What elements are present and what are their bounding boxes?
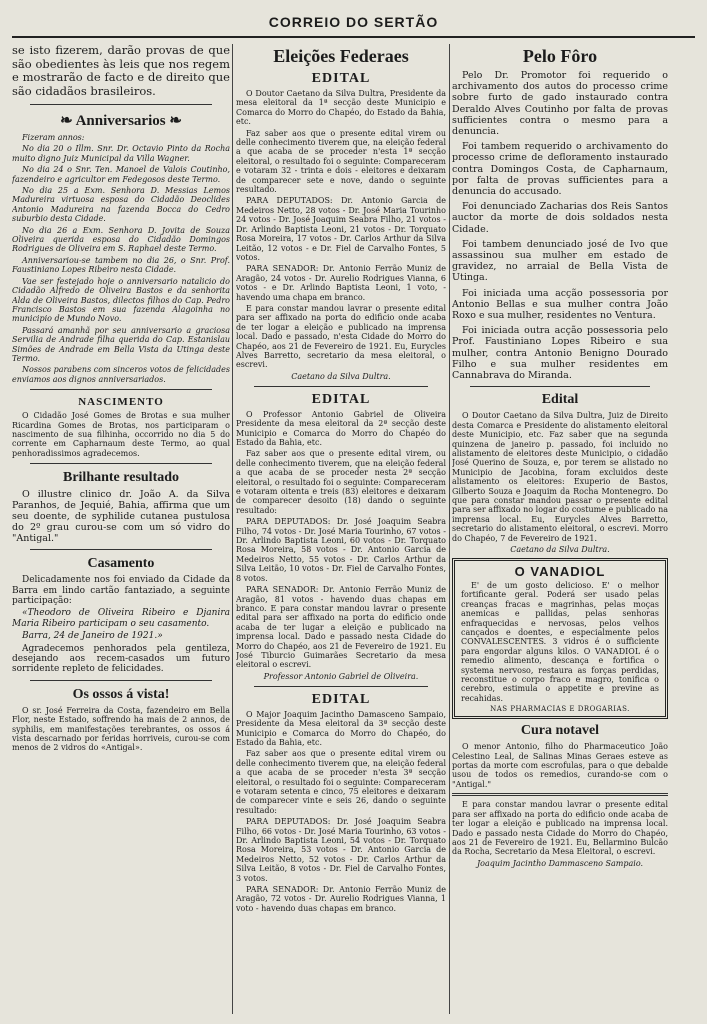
result-text: O illustre clinico dr. João A. da Silva Paranhos, de Jequié, Bahia, affirma que um seu doente, de syphilide cutanea pustulosa do 2º grau curou-se com um só vidro do "Antigal."	[12, 489, 230, 545]
intro-block	[12, 44, 230, 98]
edital-heading: EDITAL	[311, 691, 371, 707]
column-1	[12, 44, 230, 1018]
anniversary-para: No dia 25 a Exm. Senhora D. Messias Lemos Madureira virtuosa esposa do Cidadão Deoclides Antonio Madureira na fazenda Bocca do Cedro suburbio desta Cidade.	[12, 186, 230, 224]
wedding-para: «Theodoro de Oliveira Ribeiro e Djanira Maria Ribeiro participam o seu casamento.	[12, 608, 230, 629]
edital-para: O Major Joaquim Jacintho Damasceno Sampaio, Presidente da Mesa eleitoral da 3ª secção deste Municipio e Comarca do Morro do Chapéo, do Estado da Bahia, etc.	[236, 709, 446, 747]
edital-para: PARA SENADOR: Dr. Antonio Ferrão Muniz de Aragão, 81 votos - havendo duas chapas em branco. E para constar mandou lavrar o presente edital para ser affixado na porta do edificio onde acaba de ter lugar a eleição e publicado na imprensa local. Dado e passado nesta Cidade do Morro do Chapéo, aos 21 de Fevereiro de 1921. Eu José Tiburcio Guimarães Secretario da mesa eleitoral o escrevi.	[236, 585, 446, 670]
anniversary-para: Nossos parabens com sinceros votos de felicidades enviamos aos dignos anniversariados.	[12, 365, 230, 384]
edital-signature: Professor Antonio Gabriel de Oliveira.	[263, 671, 419, 681]
column-3	[452, 44, 668, 1018]
edital-para: PARA DEPUTADOS: Dr. Antonio Garcia de Medeiros Netto, 28 votos - Dr. José Maria Tourinho 24 votos - Dr. José Joaquim Seabra Filho, 21 votos - Dr. Arlindo Baptista Leoni, 21 votos - Dr. Torquato Rosa Moreira, 17 votos - Dr. Carlos Arthur da Silva Leitão, 12 votos - e Dr. Fiel de Carvalho Fontes, 5 votos.	[236, 196, 446, 262]
edital-signature: Caetano da Silva Dultra.	[291, 371, 391, 381]
edital-2	[236, 392, 446, 681]
birth-section	[12, 396, 230, 458]
wedding-section	[12, 556, 230, 675]
edital-para: PARA DEPUTADOS: Dr. José Joaquim Seabra Filho, 74 votos - Dr. José Maria Tourinho, 67 votos - Dr. Arlindo Baptista Leoni, 60 votos - Dr. Torquato Rosa Moreira, 58 votos - Dr. Antonio Garcia de Medeiros Netto, 55 votos - Dr. Carlos Arthur da Silva Leitão, 10 votos - Dr. Fiel de Carvalho Fontes, 8 votos.	[236, 517, 446, 583]
edital-court-text: O Doutor Caetano da Silva Dultra, Juiz de Direito desta Comarca e Presidente do alistamento eleitoral deste Municipio, etc. Faz saber que na segunda quinzena de janeiro p. passado, foi incluido no alistamento de eleitores deste Municipio, o cidadão José Querino de Souza, e, por terem se alistado no Municipio de Jacobina, foram excluidos deste alistamento os eleitores: Exuperio de Bastos, Gilberto Souza e Joaquim da Rocha Montenegro. Do que para constar mandou passar o presente edital para ser affixado no logar do costume e publicado na imprensa local. Eu, Eurycles Alves Barretto, secretario do alistamento eleitoral, o escrevi. Morro do Chapéo, 7 de Fevereiro de 1921.	[452, 411, 668, 543]
vanadiol-ad	[452, 558, 668, 719]
court-heading: Pelo Fôro	[522, 46, 598, 66]
anniversary-para: No dia 20 o Illm. Snr. Dr. Octavio Pinto da Rocha muito digno Juiz Municipal da Villa Wagner.	[12, 144, 230, 163]
anniversary-para: Passará amanhã por seu anniversario a graciosa Servilia de Andrade filha querida do Cap. Estanislau Simões de Andrade em Bella Vista da Utinga deste Termo.	[12, 325, 230, 363]
anniversary-para: No dia 26 a Exm. Senhora D. Jovita de Souza Oliveira querida esposa do Cidadão Domingos Rodrigues de Oliveira em S. Raphael deste Termo.	[12, 225, 230, 254]
court-para: Foi iniciada outra acção possessoria pelo Prof. Faustiniano Lopes Ribeiro e sua mulher, contra Antonio Benigno Dourado Filho e sua mulher residentes em Cannabrava do Miranda.	[452, 325, 668, 382]
double-divider	[452, 793, 668, 796]
vanadiol-heading: O VANADIOL	[514, 563, 606, 579]
bones-heading: Os ossos á vista!	[72, 686, 170, 702]
court-para: Foi tambem requerido o archivamento do processo crime de defloramento instaurado contra Domingos Costa, de Capharnaum, por falta de provas sufficientes para a denuncia do accusado.	[452, 141, 668, 198]
wedding-para: Agradecemos penhorados pela gentileza, desejando aos recem-casados um futuro sorridente repleto de felicidades.	[12, 643, 230, 675]
edital-court-signature: Caetano da Silva Dultra.	[510, 544, 610, 554]
bones-section	[12, 687, 230, 753]
edital-para: PARA DEPUTADOS: Dr. José Joaquim Seabra Filho, 66 votos - Dr. José Maria Tourinho, 63 votos - Dr. Arlindo Baptista Leoni, 54 votos - Dr. Torquato Rosa Moreira, 53 votos - Dr. Antonio Garcia de Medeiros Netto, 52 votos - Dr. Carlos Arthur da Silva Leitão, 8 votos - Dr. Fiel de Carvalho Fontes, 3 votos.	[236, 817, 446, 883]
anniversary-para: No dia 24 o Snr. Ten. Manoel de Valois Coutinho, fazendeiro e agricultor em Fedegosos deste Termo.	[12, 165, 230, 184]
divider	[30, 680, 212, 681]
edital-para: Faz saber aos que o presente edital virem ou delle conhecimento tiverem que, na eleição federal a que acaba de se proceder n'esta 3ª secção eleitoral, o resultado foi o seguinte: Compareceram e votaram setenta e cinco, 75 eleitores e deixaram de comparecer vinte e seis 26, dando o seguinte resultado:	[236, 749, 446, 815]
cure-section	[452, 723, 668, 789]
edital-court-heading: Edital	[541, 392, 579, 408]
wedding-para: Delicadamente nos foi enviado da Cidade da Barra em lindo cartão fantaziado, a seguinte participação:	[12, 575, 230, 606]
edital-1	[236, 71, 446, 381]
result-heading: Brilhante resultado	[62, 470, 180, 486]
birth-text: O Cidadão José Gomes de Brotas e sua mulher Ricardina Gomes de Brotas, nos participaram o nascimento de sua filhinha, occorrido no dia 5 do corrente em Capharnaum deste Termo, ao qual penhoradissimos agradecemos.	[12, 411, 230, 458]
divider	[30, 389, 212, 390]
edital-heading: EDITAL	[311, 391, 371, 407]
elections-heading: Eleições Federaes	[273, 46, 409, 66]
closing-section	[452, 800, 668, 867]
edital-para: PARA SENADOR: Dr. Antonio Ferrão Muniz de Aragão, 24 votos - Dr. Aurelio Rodrigues Vianna, 6 votos - e Dr. Arlindo Baptista Leoni, 1 voto, - havendo uma chapa em branco.	[236, 264, 446, 302]
court-para: Foi iniciada uma acção possessoria por Antonio Bellas e sua mulher contra João Roxo e sua mulher, residentes no Ventura.	[452, 287, 668, 322]
closing-text: E para constar mandou lavrar o presente edital para ser affixado na porta do edificio onde acaba de ter logar a eleição e publicado na imprensa local. Dado e passado nesta Cidade do Morro do Chapéo, aos 21 de Fevereiro de 1921. Eu, Bellarmino Bulcão da Rocha, Secretario da Mesa Eleitoral, o escrevi.	[452, 800, 668, 857]
anniversaries-section	[12, 111, 230, 384]
edital-para: E para constar mandou lavrar o presente edital para ser affixado na porta do edificio onde acaba de ter logar a eleição e publicado na imprensa local. Dado e passado, n'esta Cidade do Morro do Chapéo, aos 21 de Fevereiro de 1921. Eu, Eurycles Alves Barretto, secretario da mesa eleitoral, o escrevi.	[236, 303, 446, 370]
divider	[254, 386, 428, 387]
birth-heading: NASCIMENTO	[78, 396, 164, 409]
result-section	[12, 470, 230, 544]
cure-heading: Cura notavel	[520, 723, 600, 739]
vanadiol-text: E' de um gosto delicioso. E' o melhor fortificante geral. Poderá ser usado pelas creanças fracas e magrinhas, pelas moças anemicas e pallidas, pelas senhoras enfraquecidas e nervosas, pelos velhos cançados e doentes, e especialmente pelos CONVALESCENTES. 3 vidros é o sufficiente para engordar alguns kilos. O VANADIOL é o remedio alimento, descança e fortifica o systema nervoso, restaura as forças perdidas, reconstitue o corpo fraco e magro, tonifica o cerebro, estimula o appetite e previne as recahidas.	[461, 580, 659, 703]
court-para: Foi denunciado Zacharias dos Reis Santos auctor da morte de dois soldados nesta Cidade.	[452, 201, 668, 235]
closing-signature: Joaquim Jacintho Dammasceno Sampaio.	[476, 858, 644, 868]
edital-para: Faz saber aos que o presente edital virem, ou delle conhecimento tiverem, que na eleição federal a que acaba de se proceder nesta 2ª secção eleitoral, o resultado foi o seguinte: Compareceram e votaram oitenta e treis (83) eleitores e deixaram de comparecer desoito (18) dando o seguinte resultado:	[236, 449, 446, 515]
divider	[470, 386, 650, 387]
divider	[254, 686, 428, 687]
vanadiol-footer: NAS PHARMACIAS E DROGARIAS.	[490, 705, 630, 714]
wedding-heading: Casamento	[87, 556, 155, 572]
newspaper-title: CORREIO DO SERTÃO	[268, 14, 439, 30]
court-para: Pelo Dr. Promotor foi requerido o archivamento dos autos do processo crime sobre furto de gado instaurado contra Deraldo Alves Coutinho por falta de provas sufficientes contra o mesmo para a denuncia.	[452, 70, 668, 138]
intro-text: se isto fizerem, darão provas de que são obedientes às leis que nos regem e mostrarão de facto e de direito que são cidadãos brasileiros.	[12, 44, 230, 98]
anniversaries-heading: ❧ Anniversarios ❧	[60, 113, 182, 129]
masthead	[0, 0, 707, 40]
masthead-rule	[12, 36, 695, 38]
column-divider-2	[449, 44, 450, 1014]
court-section	[452, 70, 668, 381]
edital-para: O Professor Antonio Gabriel de Oliveira Presidente da mesa eleitoral da 2ª secção deste Municipio e Comarca do Morro do Chapéo do Estado da Bahia, etc.	[236, 409, 446, 447]
column-2	[236, 44, 446, 1018]
wedding-para: Barra, 24 de Janeiro de 1921.»	[22, 631, 163, 642]
column-divider-1	[232, 44, 233, 1014]
edital-para: PARA SENADOR: Dr. Antonio Ferrão Muniz de Aragão, 72 votos - Dr. Aurelio Rodrigues Vianna, 1 voto - havendo duas chapas em branco.	[236, 885, 446, 913]
edital-para: Faz saber aos que o presente edital virem ou delle conhecimento tiverem que, na eleição federal a que acaba de se proceder n'esta 1ª secção eleitoral, o resultado foi o seguinte: Compareceram e votaram 32 - trinta e dois - eleitores e deixaram de comparecer sete e nove, dando o seguinte resultado.	[236, 128, 446, 195]
edital-para: O Doutor Caetano da Silva Dultra, Presidente da mesa eleitoral da 1ª secção deste Municipio e Comarca do Morro do Chapéo, do Estado da Bahia, etc.	[236, 89, 446, 127]
court-para: Foi tambem denunciado josé de Ivo que assassinou sua mulher em estado de gravidez, no arraial de Bella Vista de Utinga.	[452, 238, 668, 284]
anniversary-para: Vae ser festejado hoje o anniversario natalicio do Cidadão Alfredo de Oliveira Bastos e da senhorita Alda de Oliveira Bastos, dilectos filhos do Cap. Pedro Francisco Bastos em sua fazenda Alagoinha no municipio de Mundo Novo.	[12, 276, 230, 324]
edital-court	[452, 392, 668, 554]
cure-text: O menor Antonio, filho do Pharmaceutico João Celestino Leal, de Salinas Minas Geraes esteve as portas da morte com escrofulas, para o que debalde usou de todos os remedios, curando-se com o "Antigal."	[452, 742, 668, 789]
edital-heading: EDITAL	[311, 71, 371, 86]
bones-text: O sr. José Ferreira da Costa, fazendeiro em Bella Flor, neste Estado, soffrendo ha mais de 2 annos, de syphilis, em manifestações terebrantes, os ossos á vista descarnado por feridas horriveis, curou-se com menos de 2 vidros do «Antigal».	[12, 705, 230, 753]
anniversary-para: Fizeram annos:	[22, 133, 85, 142]
anniversary-para: Anniversariou-se tambem no dia 26, o Snr. Prof. Faustiniano Lopes Ribeiro nesta Cidade.	[12, 255, 230, 275]
divider	[30, 549, 212, 550]
divider	[30, 104, 212, 105]
edital-3	[236, 692, 446, 914]
divider	[30, 463, 212, 464]
